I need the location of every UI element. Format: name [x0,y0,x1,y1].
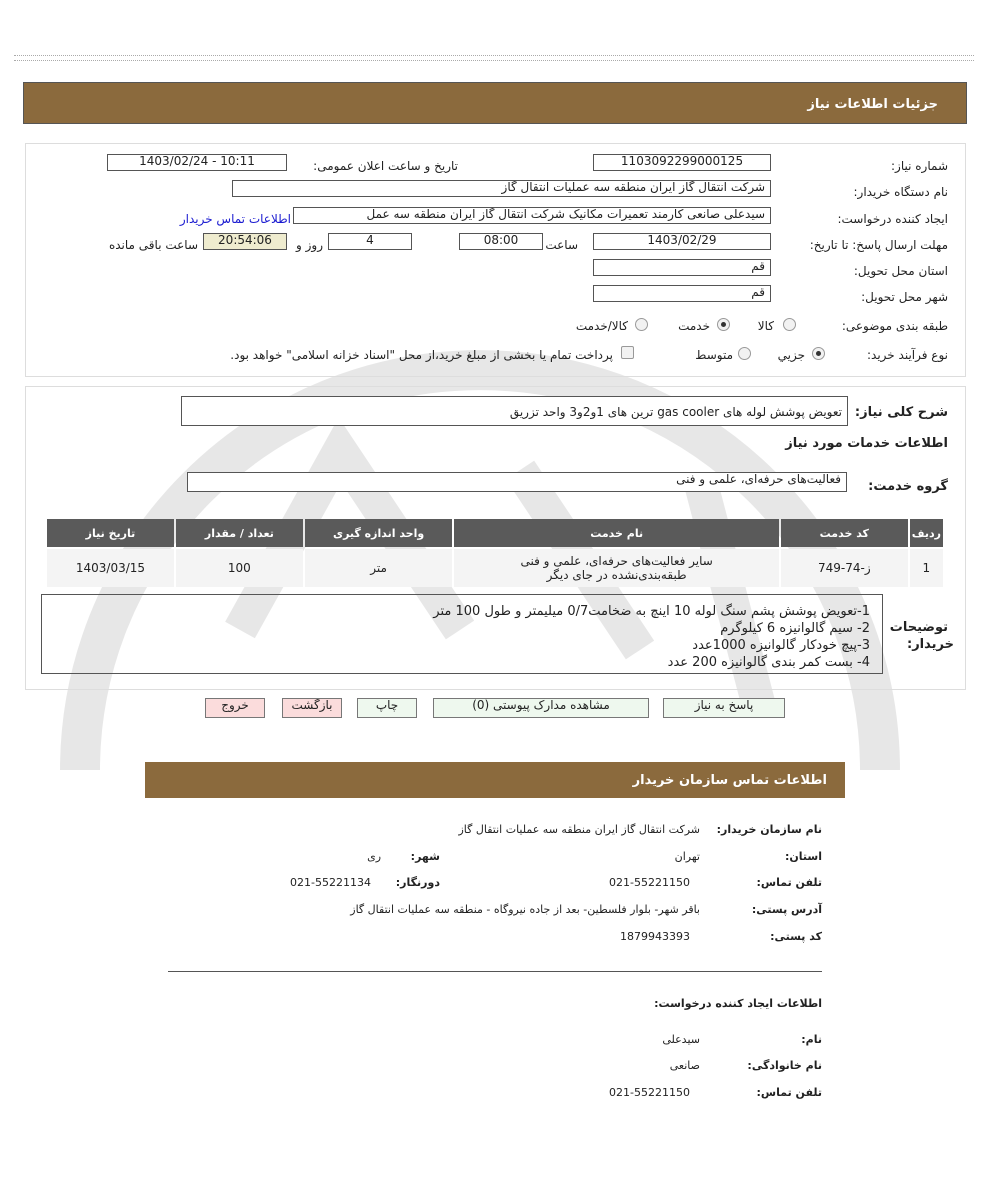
category-goods-label: کالا [757,319,774,333]
cell-name [454,549,778,587]
category-label: طبقه بندی موضوعی: [841,319,948,333]
category-both-radio[interactable] [635,318,648,331]
cell-name-line2: طبقه‌بندی‌نشده در جای دیگر [546,568,687,582]
cell-date: 1403/03/15 [47,549,174,587]
notes-label-line2: خریدار: [907,637,954,652]
table-row [47,549,943,587]
need-number-field: 1103092299000125 [593,154,771,171]
deadline-label: مهلت ارسال پاسخ: تا تاریخ: [809,238,948,252]
deadline-date-field: 1403/02/29 [593,233,771,250]
city-field: قم [593,285,771,302]
buyer-contact-link[interactable]: اطلاعات تماس خریدار [179,212,291,226]
col-unit: واحد اندازه گیری [305,519,453,547]
creator-field: سیدعلی صانعی کارمند تعمیرات مکانیک شرکت انتقال گاز ایران منطقه سه عمل [293,207,771,224]
creator-family-value: صانعی [669,1059,700,1072]
note-line: 4- بست کمر بندی گالوانیزه 200 عدد [667,655,870,670]
contact-header [145,762,845,798]
need-info-panel [25,143,966,377]
category-service-label: خدمت [678,319,710,333]
col-name: نام خدمت [454,519,778,547]
contact-fax-value: 021-55221134 [290,876,371,889]
need-description-field: تعویض پوشش لوله های gas cooler ترین های 1و2و3 واحد تزریق [181,396,848,426]
cell-name-line1: سایر فعالیت‌های حرفه‌ای، علمی و فنی [520,554,713,568]
service-group-label: گروه خدمت: [868,479,948,494]
contact-fax-label: دورنگار: [395,876,440,889]
page-title: جزئیات اطلاعات نیاز [807,97,938,112]
remaining-label: ساعت باقی مانده [108,238,198,252]
reply-button[interactable]: پاسخ به نیاز [663,698,785,718]
days-label: روز و [296,238,323,252]
note-line: 2- سیم گالوانیزه 6 کیلوگرم [720,621,870,636]
province-field: قم [593,259,771,276]
announce-date-field: 1403/02/24 - 10:11 [107,154,287,171]
announce-date-label: تاریخ و ساعت اعلان عمومی: [313,159,458,173]
province-label: استان محل تحویل: [853,264,948,278]
contact-address-value: باقر شهر- بلوار فلسطین- بعد از جاده نیروگاه - منطقه سه عملیات انتقال گاز [350,903,700,916]
treasury-payment-checkbox[interactable] [621,346,634,359]
cell-code: ز-74-749 [781,549,908,587]
contact-phone-label: تلفن تماس: [756,876,822,889]
creator-phone-value: 021-55221150 [609,1086,690,1099]
creator-name-value: سیدعلی [662,1033,700,1046]
process-label: نوع فرآیند خرید: [867,348,948,362]
cell-unit: متر [305,549,453,587]
creator-family-label: نام خانوادگی: [747,1059,822,1072]
contact-address-label: آدرس پستی: [751,903,822,916]
process-medium-label: متوسط [695,348,733,362]
col-row: ردیف [910,519,943,547]
contact-postal-value: 1879943393 [620,930,690,943]
contact-title: اطلاعات تماس سازمان خریدار [632,773,827,788]
col-qty: تعداد / مقدار [176,519,303,547]
col-date: تاریخ نیاز [47,519,174,547]
top-separator [14,55,974,61]
process-minor-label: جزيي [777,348,805,362]
note-line: 3-پیچ خودکار گالوانیزه 1000عدد [692,638,870,653]
contact-city-value: ری [367,850,381,863]
cell-row: 1 [910,549,943,587]
days-field: 4 [328,233,412,250]
notes-label-line1: توضیحات [889,620,948,635]
contact-phone-value: 021-55221150 [609,876,690,889]
note-line: 1-تعویض پوشش پشم سنگ لوله 10 اینچ به ضخامت0/7 میلیمتر و طول 100 متر [433,604,870,619]
services-section-title: اطلاعات خدمات مورد نیاز [785,436,948,451]
col-code: کد خدمت [781,519,908,547]
category-both-label: کالا/خدمت [575,319,628,333]
payment-note: پرداخت تمام یا بخشی از مبلغ خرید،از محل "اسناد خزانه اسلامی" خواهد بود. [230,348,613,362]
print-button[interactable]: چاپ [357,698,417,718]
contact-postal-label: کد پستی: [770,930,822,943]
exit-button[interactable]: خروج [205,698,265,718]
contact-divider [168,971,822,972]
deadline-time-label: ساعت [545,238,578,252]
services-table [45,517,945,589]
services-table-header [47,519,943,547]
contact-province-label: استان: [785,850,822,863]
page-header [23,82,967,124]
creator-phone-label: تلفن تماس: [756,1086,822,1099]
back-button[interactable]: بازگشت [282,698,342,718]
creator-name-label: نام: [801,1033,822,1046]
city-label: شهر محل تحویل: [861,290,948,304]
contact-province-value: تهران [674,850,700,863]
creator-label: ایجاد کننده درخواست: [837,212,948,226]
contact-org-value: شرکت انتقال گاز ایران منطقه سه عملیات انتقال گاز [458,823,700,836]
process-medium-radio[interactable] [738,347,751,360]
service-group-field: فعالیت‌های حرفه‌ای، علمی و فنی [187,472,847,492]
contact-city-label: شهر: [410,850,440,863]
view-attachments-button[interactable]: مشاهده مدارک پیوستی (0) [433,698,649,718]
need-number-label: شماره نیاز: [891,159,948,173]
need-description-label: شرح کلی نیاز: [854,405,948,420]
contact-org-label: نام سازمان خریدار: [716,823,822,836]
cell-qty: 100 [176,549,303,587]
process-minor-radio[interactable] [812,347,825,360]
category-service-radio[interactable] [717,318,730,331]
deadline-time-field: 08:00 [459,233,543,250]
buyer-org-label: نام دستگاه خریدار: [853,185,948,199]
buyer-notes-box [41,594,883,674]
category-goods-radio[interactable] [783,318,796,331]
buyer-org-field: شرکت انتقال گاز ایران منطقه سه عملیات انتقال گاز [232,180,771,197]
creator-info-title: اطلاعات ایجاد کننده درخواست: [654,997,822,1010]
remaining-time-field: 20:54:06 [203,233,287,250]
